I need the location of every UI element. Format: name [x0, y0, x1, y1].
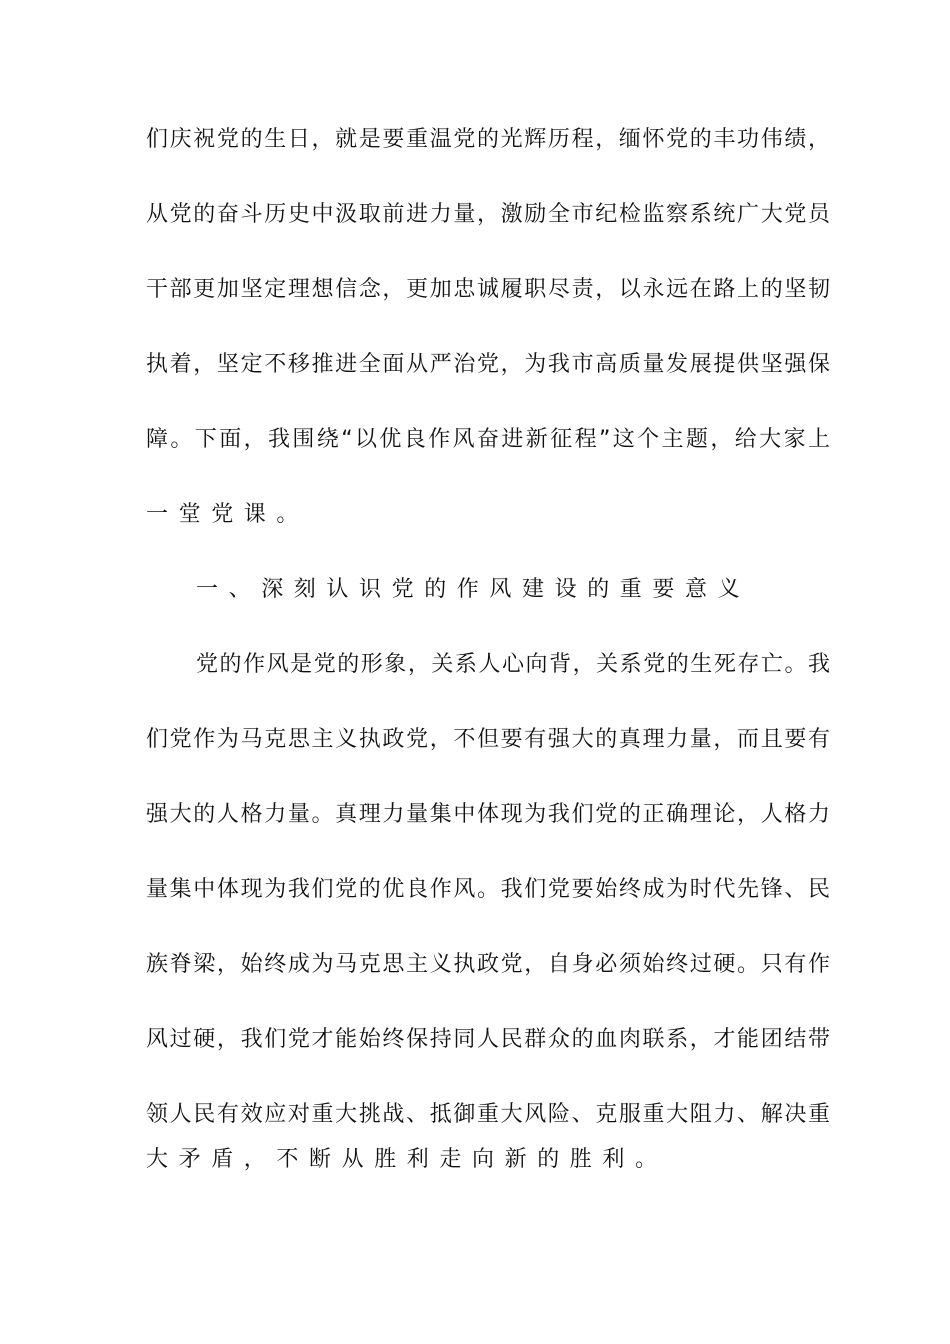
text-line: 障。下面，我围绕“以优良作风奋进新征程”这个主题，给大家上 [146, 427, 830, 452]
text-line: 干部更加坚定理想信念，更加忠诚履职尽责，以永远在路上的坚韧 [146, 277, 830, 302]
text-line: 领人民有效应对重大挑战、抵御重大风险、克服重大阻力、解决重 [146, 1102, 830, 1127]
text-line: 一堂党课。 [146, 502, 310, 527]
section-heading: 一、深刻认识党的作风建设的重要意义 [196, 577, 751, 602]
text-line: 量集中体现为我们党的优良作风。我们党要始终成为时代先锋、民 [146, 877, 830, 902]
text-line: 们庆祝党的生日，就是要重温党的光辉历程，缅怀党的丰功伟绩， [146, 127, 830, 152]
text-line: 从党的奋斗历史中汲取前进力量，激励全市纪检监察系统广大党员 [146, 202, 830, 227]
text-line: 大矛盾，不断从胜利走向新的胜利。 [146, 1147, 668, 1172]
text-line: 族脊梁，始终成为马克思主义执政党，自身必须始终过硬。只有作 [146, 952, 830, 977]
text-line: 党的作风是党的形象，关系人心向背，关系党的生死存亡。我 [196, 652, 830, 677]
text-line: 风过硬，我们党才能始终保持同人民群众的血肉联系，才能团结带 [146, 1027, 830, 1052]
text-line: 们党作为马克思主义执政党，不但要有强大的真理力量，而且要有 [146, 727, 830, 752]
text-line: 执着，坚定不移推进全面从严治党，为我市高质量发展提供坚强保 [146, 352, 830, 377]
text-line: 强大的人格力量。真理力量集中体现为我们党的正确理论，人格力 [146, 802, 830, 827]
